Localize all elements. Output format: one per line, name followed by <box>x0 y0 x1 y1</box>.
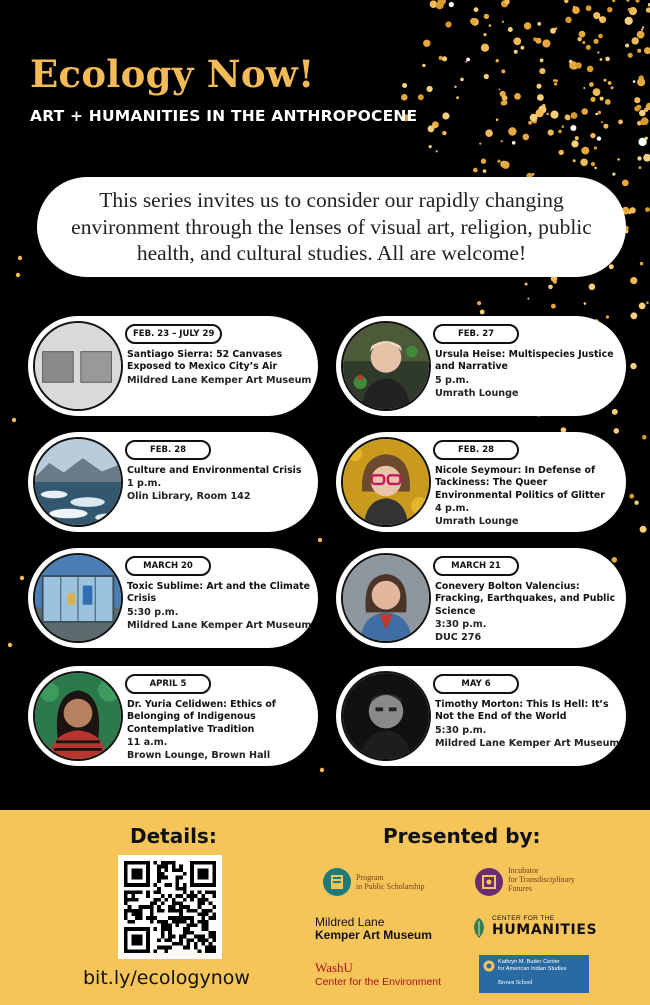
nicole-seymour-photo <box>341 437 431 527</box>
public-scholarship-logo <box>322 864 442 900</box>
event-date-badge: FEB. 23 – JULY 29 <box>125 324 222 344</box>
event-location: DUC 276 <box>435 632 482 644</box>
event-time: 3:30 p.m. <box>435 619 487 631</box>
incubator-line2: for Transdisciplinary <box>508 875 575 884</box>
event-location: Mildred Lane Kemper Art Museum <box>435 737 620 749</box>
ursula-heise-photo <box>341 321 431 411</box>
event-title <box>435 699 623 750</box>
humanities-line2: HUMANITIES <box>492 922 598 938</box>
event-date-badge: FEB. 27 <box>433 324 519 344</box>
yuria-celidwen-photo <box>33 671 123 761</box>
intro-text: This series invites us to consider our rapidly changing environment through the lenses of visual art, religion, public health, and cultural studies. All are welcome! <box>71 187 592 266</box>
event-date-badge: MARCH 20 <box>125 556 211 576</box>
intro-bubble <box>37 177 626 277</box>
event-card <box>336 432 626 532</box>
event-location: Mildred Lane Kemper Art Museum <box>127 374 312 386</box>
event-card <box>336 548 626 648</box>
kemper-museum-logo <box>315 916 432 942</box>
canvases-photo <box>33 321 123 411</box>
event-title <box>435 581 623 644</box>
event-time: 11 a.m. <box>127 737 168 749</box>
event-location: Mildred Lane Kemper Art Museum <box>127 619 312 631</box>
kemper-line2: Kemper Art Museum <box>315 928 432 942</box>
event-name: Conevery Bolton Valencius: Fracking, Earthquakes, and Public Science <box>435 581 616 617</box>
washu-line1: WashU <box>315 960 353 975</box>
event-location: Olin Library, Room 142 <box>127 491 251 503</box>
event-title <box>127 699 315 762</box>
washu-environment-logo <box>315 960 441 988</box>
page-title: Ecology Now! <box>30 52 315 96</box>
public-scholarship-line2: in Public Scholarship <box>356 882 425 891</box>
event-title <box>127 581 315 632</box>
event-date-badge: FEB. 28 <box>125 440 211 460</box>
event-date-badge: APRIL 5 <box>125 674 211 694</box>
buder-line3: Brown School <box>498 980 533 986</box>
event-card <box>28 432 318 532</box>
presented-by-heading: Presented by: <box>383 824 541 848</box>
event-location: Brown Lounge, Brown Hall <box>127 750 271 762</box>
event-name: Nicole Seymour: In Defense of Tackiness: The Queer Environmental Politics of Glitter <box>435 465 605 501</box>
buder-line1: Kathryn M. Buder Center <box>498 959 560 965</box>
footer-panel <box>0 810 650 1005</box>
incubator-logo <box>474 862 604 902</box>
event-time: 5 p.m. <box>435 374 470 386</box>
public-scholarship-line1: Program <box>356 873 384 882</box>
event-name: Ursula Heise: Multispecies Justice and Narrative <box>435 349 614 373</box>
incubator-line3: Futures <box>508 884 532 893</box>
buder-center-logo <box>479 955 589 993</box>
event-card <box>28 316 318 416</box>
event-title <box>127 465 315 503</box>
event-location: Umrath Lounge <box>435 387 519 399</box>
event-card <box>28 666 318 766</box>
washu-line2: Center for the Environment <box>315 976 442 988</box>
event-url-link[interactable]: bit.ly/ecologynow <box>83 967 250 989</box>
event-title <box>127 349 315 387</box>
event-card <box>336 316 626 416</box>
event-title <box>435 465 623 528</box>
event-time: 5:30 p.m. <box>127 606 179 618</box>
kemper-line1: Mildred Lane <box>315 915 385 929</box>
event-date-badge: MARCH 21 <box>433 556 519 576</box>
buder-line2: for American Indian Studies <box>498 966 567 972</box>
event-time: 1 p.m. <box>127 478 162 490</box>
humanities-emblem-icon <box>470 917 488 939</box>
public-scholarship-emblem-icon <box>322 867 352 897</box>
event-title <box>435 349 623 400</box>
event-name: Toxic Sublime: Art and the Climate Crisis <box>127 581 310 605</box>
event-name: Santiago Sierra: 52 Canvases Exposed to Mexico City’s Air <box>127 349 283 373</box>
incubator-emblem-icon <box>474 867 504 897</box>
details-heading: Details: <box>130 824 217 848</box>
event-name: Culture and Environmental Crisis <box>127 465 302 476</box>
event-date-badge: MAY 6 <box>433 674 519 694</box>
event-card <box>28 548 318 648</box>
event-name: Dr. Yuria Celidwen: Ethics of Belonging of Indigenous Contemplative Tradition <box>127 699 276 735</box>
event-time: 4 p.m. <box>435 503 470 515</box>
museum-photo <box>33 553 123 643</box>
event-location: Umrath Lounge <box>435 516 519 528</box>
buder-emblem-icon <box>483 960 495 972</box>
timothy-morton-photo <box>341 671 431 761</box>
event-time: 5:30 p.m. <box>435 724 487 736</box>
event-card <box>336 666 626 766</box>
qr-code[interactable] <box>118 855 222 959</box>
page-subtitle: ART + HUMANITIES IN THE ANTHROPOCENE <box>30 107 418 125</box>
conevery-valencius-photo <box>341 553 431 643</box>
humanities-line1: CENTER FOR THE <box>492 915 555 922</box>
event-date-badge: FEB. 28 <box>433 440 519 460</box>
event-name: Timothy Morton: This Is Hell: It’s Not the End of the World <box>435 699 609 723</box>
incubator-line1: Incubator <box>508 866 539 875</box>
glacier-photo <box>33 437 123 527</box>
